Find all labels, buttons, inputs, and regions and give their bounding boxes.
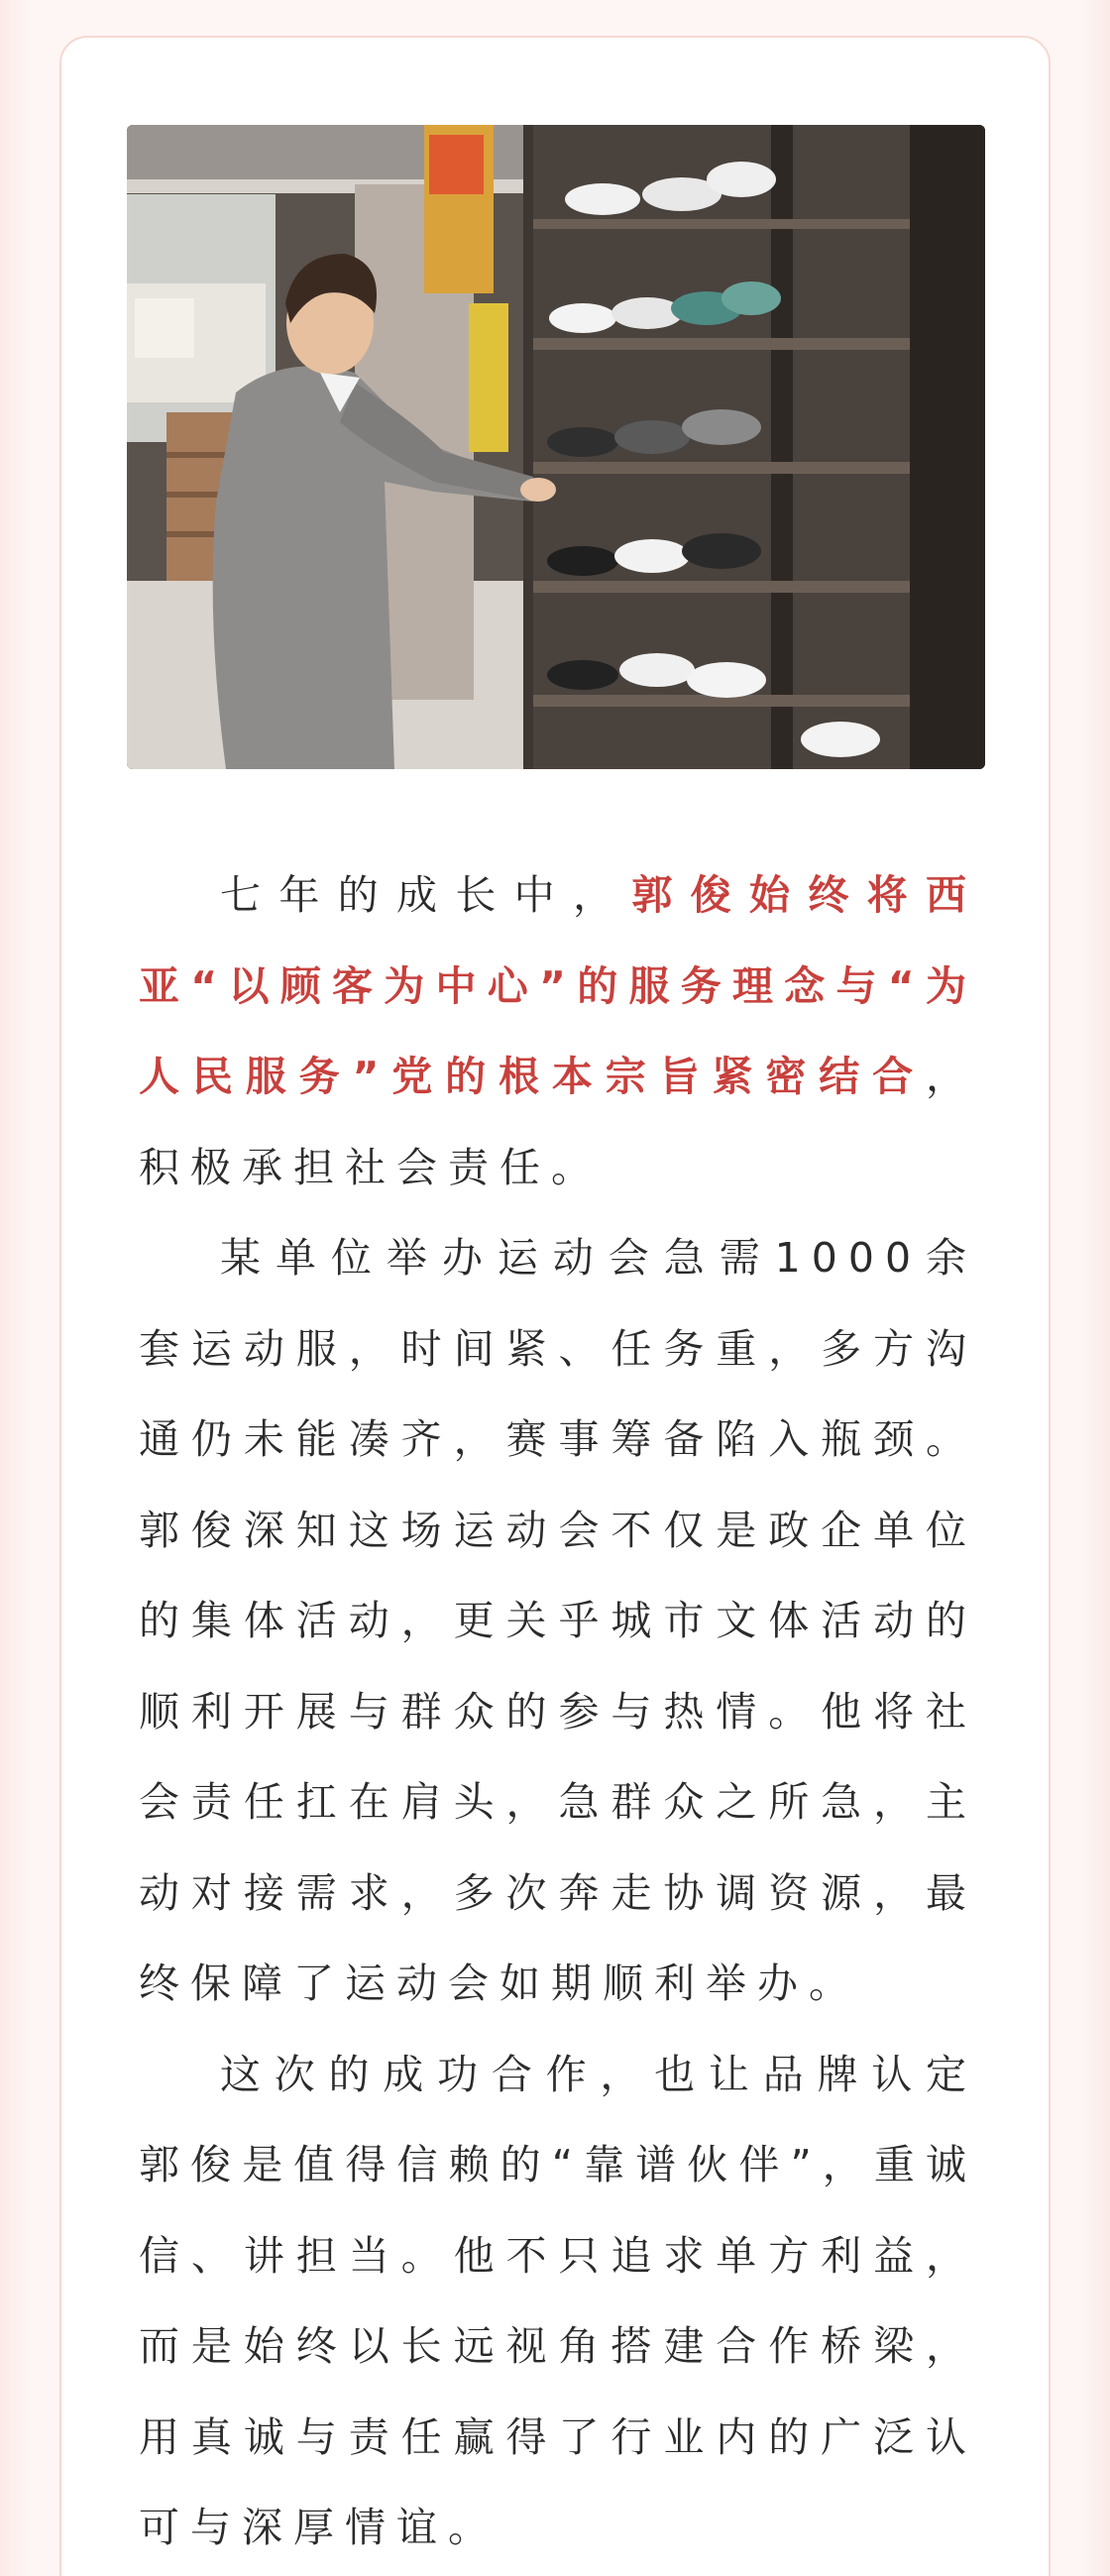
article-paragraph-2: 某单位举办运动会急需1000余套运动服，时间紧、任务重，多方沟通仍未能凑齐，赛事筹备陷入瓶颈。郭俊深知这场运动会不仅是政企单位的集体活动，更关乎城市文体活动的顺利开展与群众的参与热情。他将社会责任扛在肩头，急群众之所急，主动对接需求，多次奔走协调资源，最终保障了运动会如期顺利举办。 <box>139 1234 977 2007</box>
paragraph-1-lead: 七年的成长中， <box>220 871 632 919</box>
article-paragraph-1 <box>139 850 977 1213</box>
article-photo <box>127 125 985 769</box>
article-body <box>139 850 977 2574</box>
paragraph-1-highlight: 郭俊始终将西亚“以顾客为中心”的服务理念与“为人民服务”党的根本宗旨紧密结合 <box>139 871 978 1100</box>
article-paragraph-3: 这次的成功合作，也让品牌认定郭俊是值得信赖的“靠谱伙伴”，重诚信、讲担当。他不只追求单方利益，而是始终以长远视角搭建合作桥梁，用真诚与责任赢得了行业内的广泛认可与深厚情谊。 <box>139 2050 977 2551</box>
paragraph-1-tail: ，积极承担社会责任。 <box>139 1053 977 1191</box>
